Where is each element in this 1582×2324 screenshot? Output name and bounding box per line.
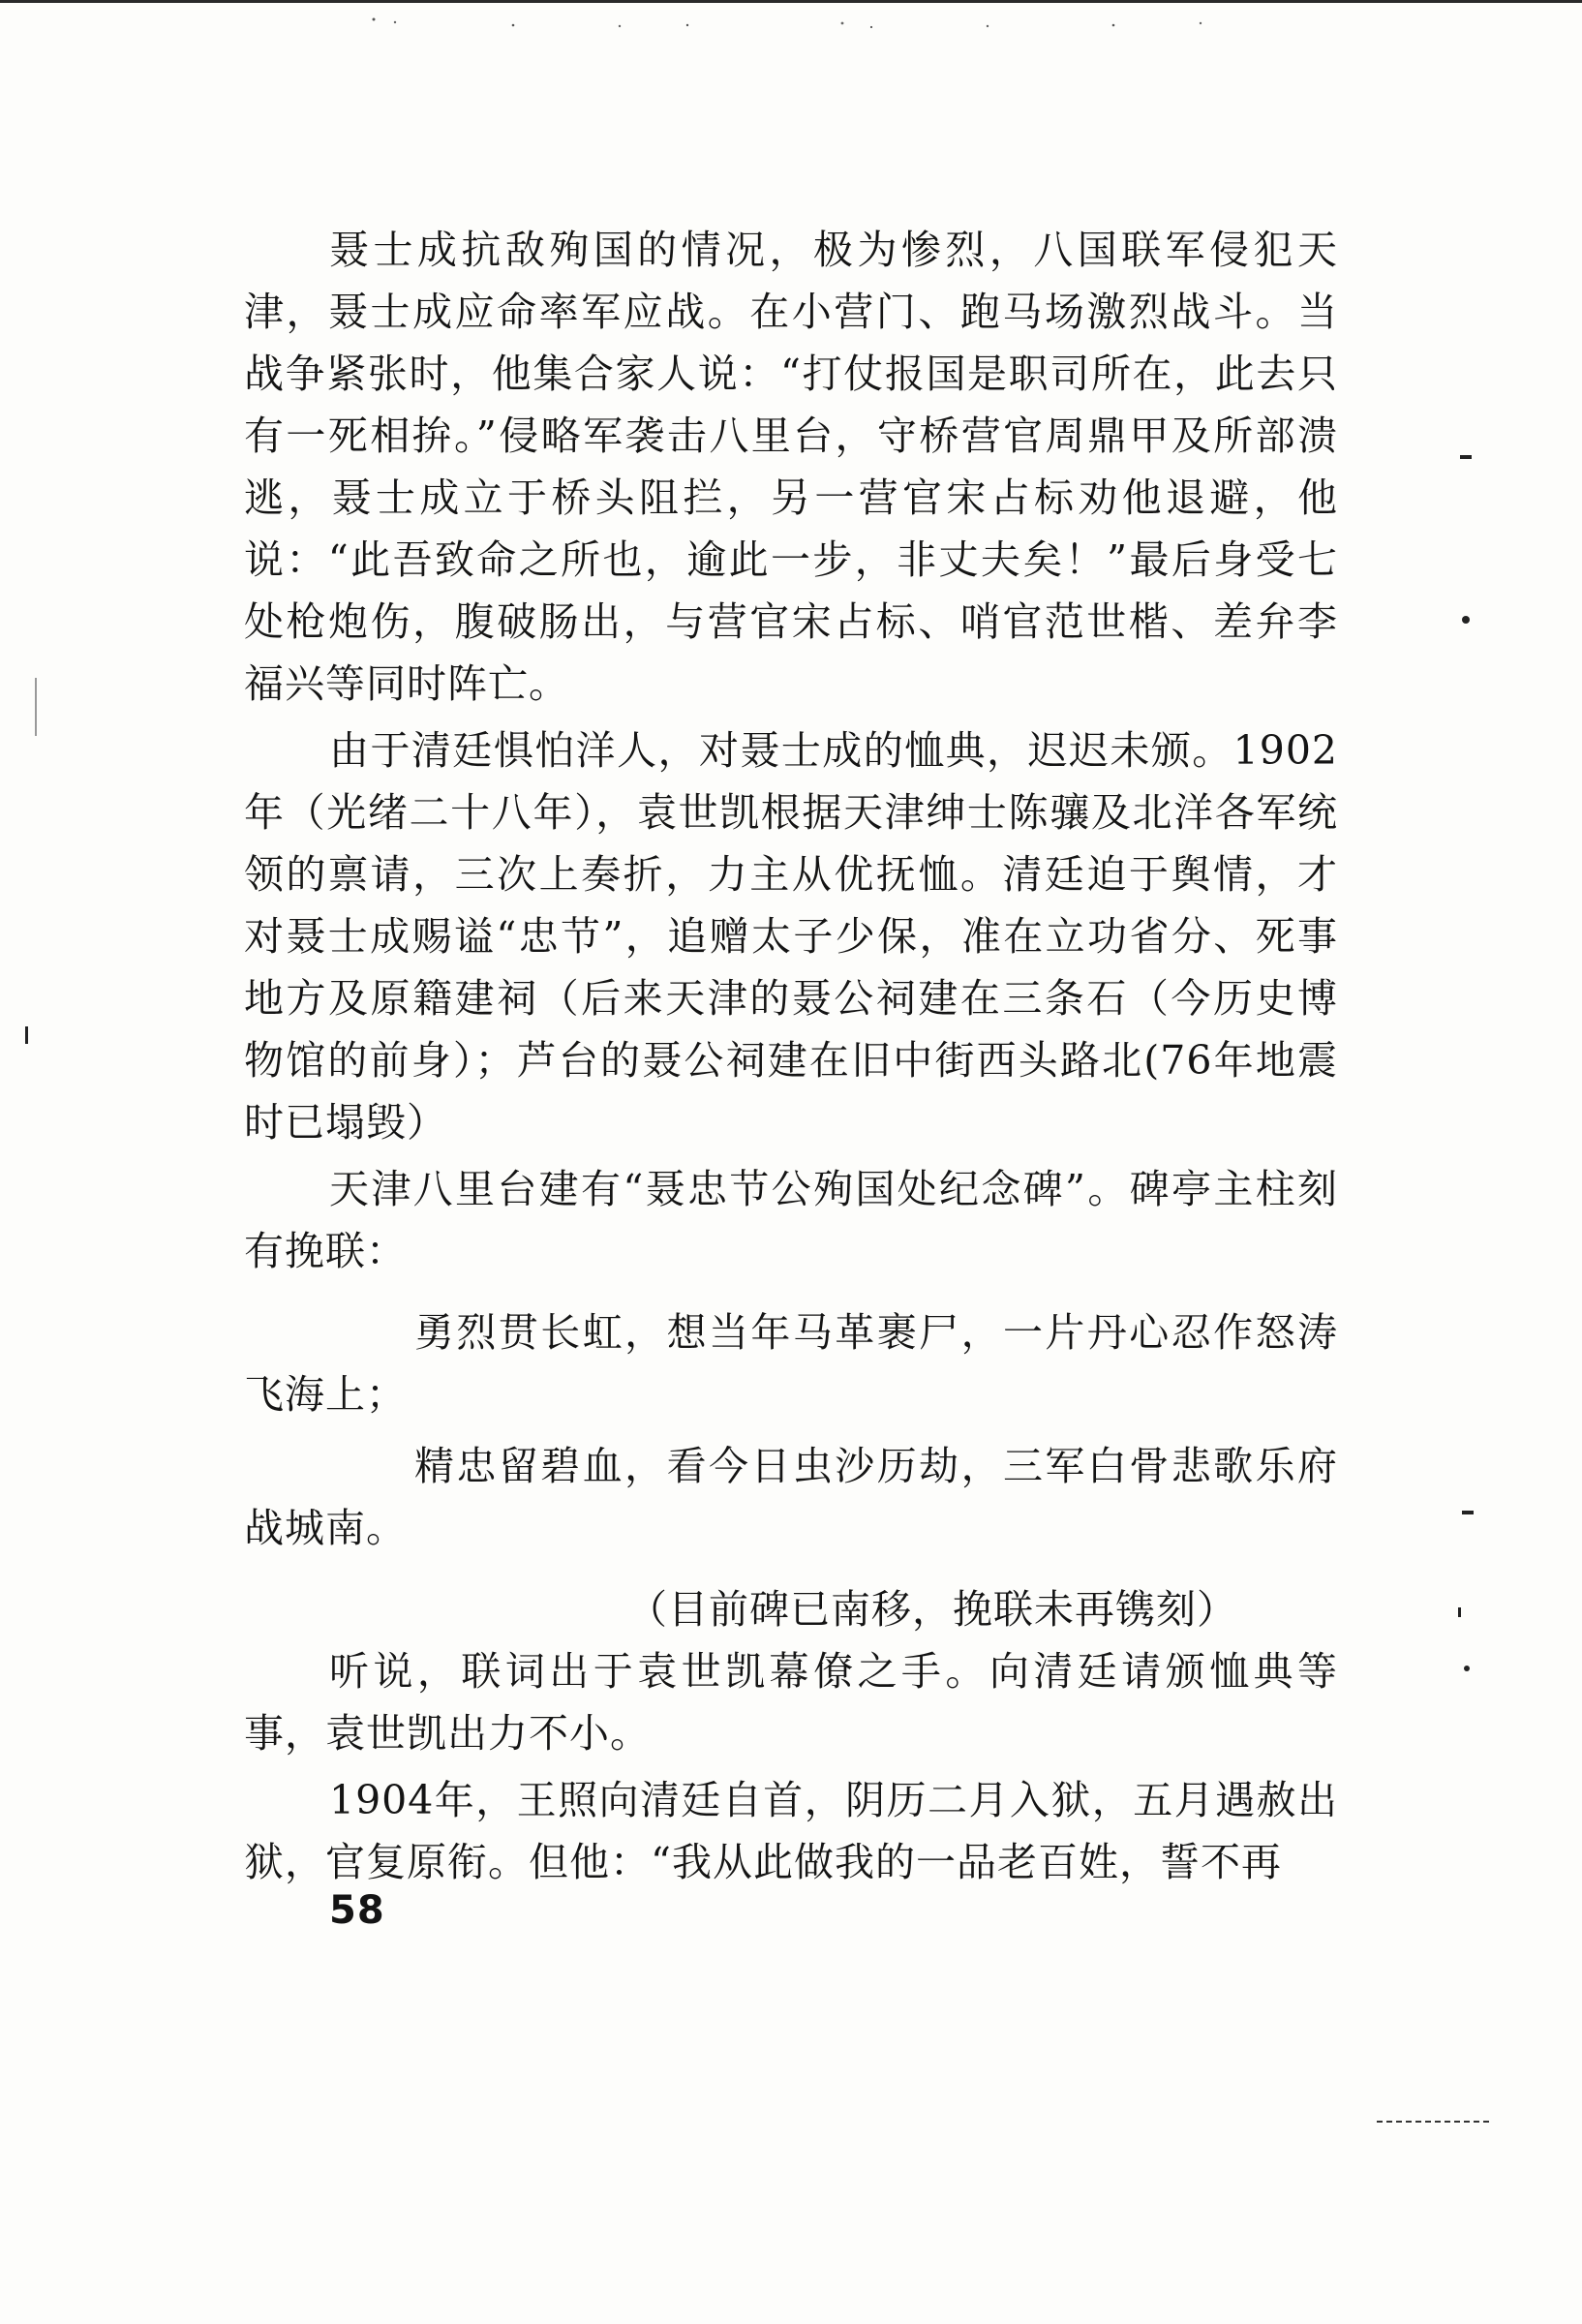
body-text	[244, 219, 1338, 1893]
page-number: 58	[329, 1888, 385, 1933]
margin-mark	[1458, 1607, 1461, 1617]
margin-mark	[35, 678, 37, 736]
top-edge-rule	[0, 0, 1582, 3]
couplet-upper-line: 勇烈贯长虹，想当年马革裹尸，一片丹心忍作怒涛飞海上；	[244, 1309, 1338, 1418]
paragraph-nie-shicheng-battle: 聂士成抗敌殉国的情况，极为惨烈，八国联军侵犯天津，聂士成应命率军应战。在小营门、跑马场激烈战斗。当战争紧张时，他集合家人说：“打仗报国是职司所在，此去只有一死相拚。”侵略军袭击八里台，守桥营官周鼎甲及所部溃逃，聂士成立于桥头阻拦，另一营官宋占标劝他退避，他说：“此吾致命之所也，逾此一步，非丈夫矣！”最后身受七处枪炮伤，腹破肠出，与营官宋占标、哨官范世楷、差弁李福兴等同时阵亡。	[244, 227, 1338, 707]
margin-mark	[1462, 1511, 1474, 1514]
paragraph-posthumous-honors: 由于清廷惧怕洋人，对聂士成的恤典，迟迟未颁。1902年（光绪二十八年），袁世凯根据天津绅士陈骧及北洋各军统领的禀请，三次上奏折，力主从优抚恤。清廷迫于舆情，才对聂士成赐谥“忠节”，追赠太子少保，准在立功省分、死事地方及原籍建祠（后来天津的聂公祠建在三条石（今历史博物馆的前身）；芦台的聂公祠建在旧中街西头路北(76年地震时已塌毁）	[244, 727, 1338, 1146]
margin-mark	[1464, 1666, 1470, 1671]
paragraph-wang-zhao: 1904年，王照向清廷自首，阴历二月入狱，五月遇赦出狱，官复原衔。但他：“我从此做我的一品老百姓，誓不再	[244, 1777, 1338, 1885]
paragraph-couplet-author: 听说，联词出于袁世凯幕僚之手。向清廷请颁恤典等事，袁世凯出力不小。	[244, 1648, 1338, 1757]
paragraph-memorial-stele: 天津八里台建有“聂忠节公殉国处纪念碑”。碑亭主柱刻有挽联：	[244, 1166, 1338, 1274]
bottom-dashed-mark	[1377, 2121, 1493, 2123]
margin-mark	[1462, 616, 1470, 624]
scan-noise-marks	[368, 14, 1220, 33]
margin-mark	[25, 1026, 28, 1044]
stele-note: （目前碑已南移，挽联未再镌刻）	[627, 1586, 1237, 1633]
couplet-lower-line: 精忠留碧血，看今日虫沙历劫，三军白骨悲歌乐府战城南。	[244, 1443, 1338, 1551]
margin-mark	[1460, 455, 1472, 459]
